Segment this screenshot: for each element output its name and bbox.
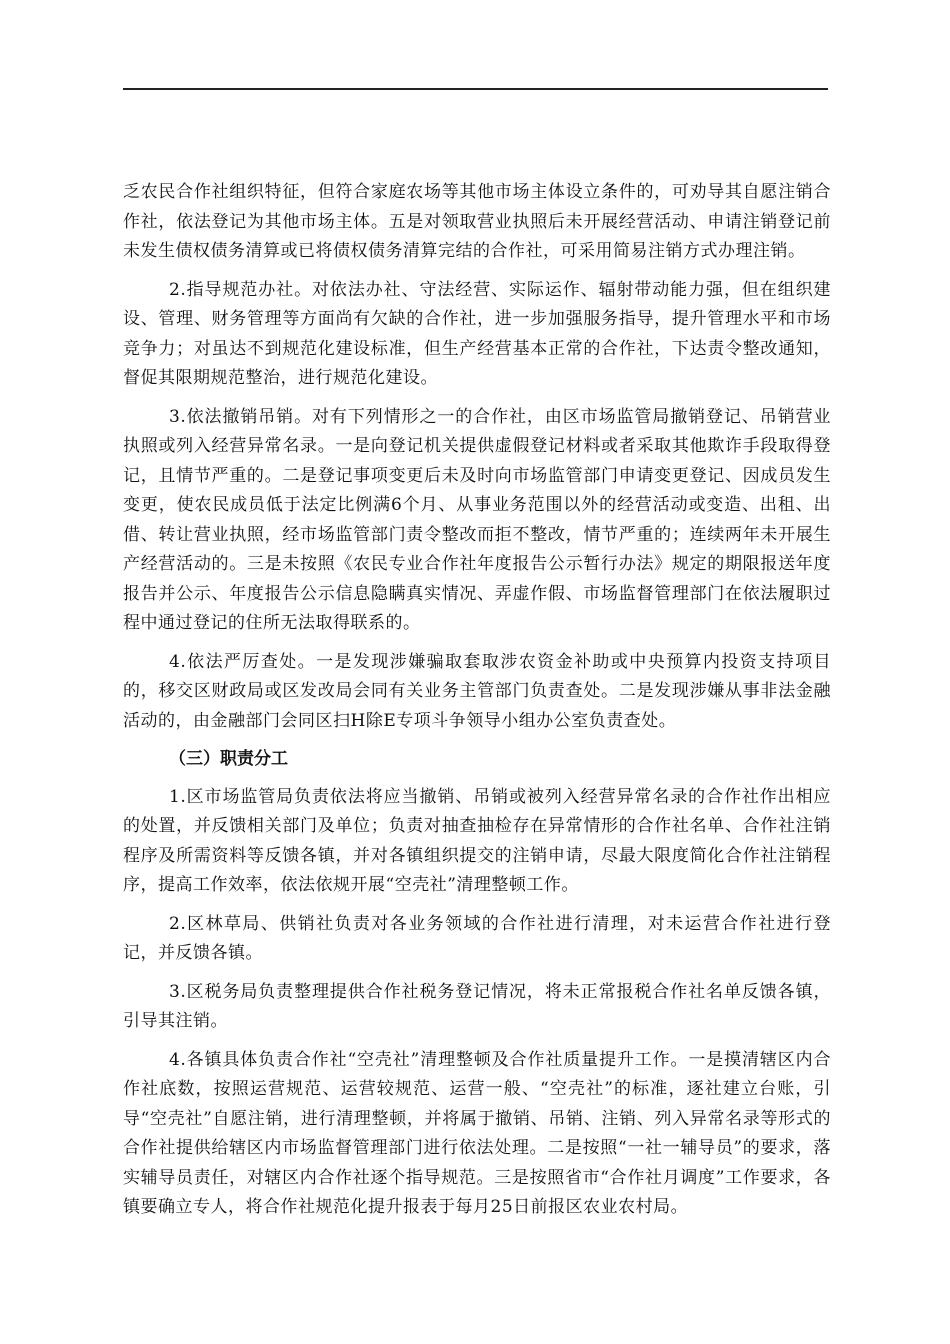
paragraph-revoke-license: 3.依法撤销吊销。对有下列情形之一的合作社，由区市场监管局撤销登记、吊销营业执照或列入经营异常名录。一是向登记机关提供虚假登记材料或者采取其他欺诈手段取得登记，且情节严重的。二是登记事项变更后未及时向市场监管部门申请变更登记、因成员发生变更，使农民成员低于法定比例满6个月、从事业务范围以外的经营活动或变造、出租、出借、转让营业执照，经市场监管部门责令整改而拒不整改，情节严重的；连续两年未开展生产经营活动的。三是未按照《农民专业合作社年度报告公示暂行办法》规定的期限报送年度报告并公示、年度报告公示信息隐瞒真实情况、弄虚作假、市场监督管理部门在依法履职过程中通过登记的住所无法取得联系的。 bbox=[123, 406, 831, 633]
paragraph-market-supervision: 1.区市场监管局负责依法将应当撤销、吊销或被列入经营异常名录的合作社作出相应的处置，并反馈相关部门及单位；负责对抽查抽检存在异常情形的合作社名单、合作社注销程序及所需资料等反馈各镇，并对各镇组织提交的注销申请，尽最大限度简化合作社注销程序，提高工作效率，依法依规开展“空壳社”清理整顿工作。 bbox=[123, 786, 831, 895]
paragraph-guide-standardize: 2.指导规范办社。对依法办社、守法经营、实际运作、辐射带动能力强，但在组织建设、管理、财务管理等方面尚有欠缺的合作社，进一步加强服务指导，提升管理水平和市场竞争力；对虽达不到规范化建设标准，但生产经营基本正常的合作社，下达责令整改通知，督促其限期规范整治，进行规范化建设。 bbox=[123, 279, 831, 388]
paragraph-investigate: 4.依法严厉查处。一是发现涉嫌骗取套取涉农资金补助或中央预算内投资支持项目的，移交区财政局或区发改局会同有关业务主管部门负责查处。二是发现涉嫌从事非法金融活动的，由金融部门会同区扫H除E专项斗争领导小组办公室负责查处。 bbox=[123, 651, 831, 731]
document-body bbox=[123, 178, 831, 1232]
paragraph-forestry-supply: 2.区林草局、供销社负责对各业务领域的合作社进行清理，对未运营合作社进行登记，并反馈各镇。 bbox=[123, 913, 831, 963]
paragraph-towns: 4.各镇具体负责合作社“空壳社”清理整顿及合作社质量提升工作。一是摸清辖区内合作社底数，按照运营规范、运营较规范、运营一般、“空壳社”的标准，逐社建立台账，引导“空壳社”自愿注销，进行清理整顿，并将属于撤销、吊销、注销、列入异常名录等形式的合作社提供给辖区内市场监督管理部门进行依法处理。二是按照“一社一辅导员”的要求，落实辅导员责任，对辖区内合作社逐个指导规范。三是按照省市“合作社月调度”工作要求，各镇要确立专人，将合作社规范化提升报表于每月25日前报区农业农村局。 bbox=[123, 1049, 831, 1217]
header-rule bbox=[123, 88, 828, 90]
paragraph-continuation: 乏农民合作社组织特征，但符合家庭农场等其他市场主体设立条件的，可劝导其自愿注销合作社，依法登记为其他市场主体。五是对领取营业执照后未开展经营活动、申请注销登记前未发生债权债务清算或已将债权债务清算完结的合作社，可采用简易注销方式办理注销。 bbox=[123, 182, 831, 261]
section-heading: （三）职责分工 bbox=[169, 749, 288, 769]
paragraph-tax-bureau: 3.区税务局负责整理提供合作社税务登记情况，将未正常报税合作社名单反馈各镇，引导其注销。 bbox=[123, 981, 831, 1031]
